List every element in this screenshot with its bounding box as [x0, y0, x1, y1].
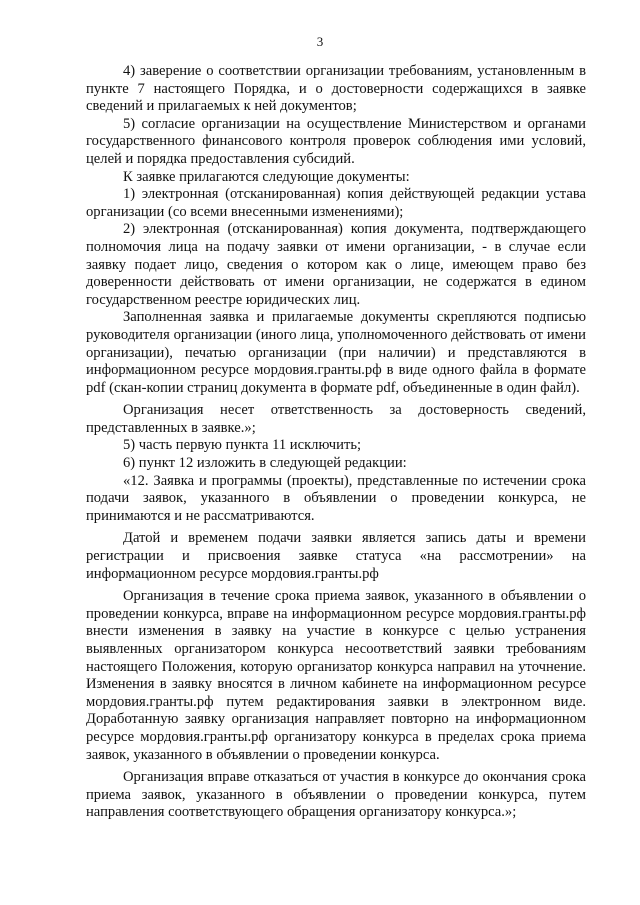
paragraph-item-4-assurance: 4) заверение о соответствии организации требованиям, установленным в пункте 7 настоящего Порядка, и о достоверности содержащихся в заявке сведений и прилагаемых к ней документов;	[86, 63, 586, 115]
paragraph-responsibility: Организация несет ответственность за достоверность сведений, представленных в заявке.»;	[86, 402, 586, 436]
page-number: 3	[316, 34, 324, 49]
paragraph-clause-12: «12. Заявка и программы (проекты), представленные по истечении срока подачи заявок, указанного в объявлении о проведении конкурса, не принимаются и не рассматриваются.	[86, 472, 586, 524]
paragraph-attachments-intro: К заявке прилагаются следующие документы:	[123, 168, 410, 185]
paragraph-withdrawal: Организация вправе отказаться от участия в конкурсе до окончания срока приема заявок, указанного в объявлении о проведении конкурса, путем направления соответствующего обращения организатору конкурса.»;	[86, 769, 586, 821]
document-body	[86, 63, 586, 822]
paragraph-amendment-5: 5) часть первую пункта 11 исключить;	[123, 437, 362, 454]
paragraph-amendment-6: 6) пункт 12 изложить в следующей редакции:	[123, 455, 407, 472]
paragraph-application-changes: Организация в течение срока приема заявок, указанного в объявлении о проведении конкурса, вправе на информационном ресурсе мордовия.гранты.рф внести изменения в заявку на участие в конкурсе с целью устранения выявленных организатором конкурса несоответствий заявки требованиям настоящего Положения, которую организатор конкурса направил на уточнение. Изменения в заявку вносятся в личном кабинете на информационном ресурсе мордовия.гранты.рф путем редактирования заявки в электронном виде. Доработанную заявку организация направляет повторно на информационном ресурсе мордовия.гранты.рф организатору конкурса в пределах срока приема заявок, указанного в объявлении о проведении конкурса.	[86, 588, 586, 763]
paragraph-attachment-2-authority: 2) электронная (отсканированная) копия документа, подтверждающего полномочия лица на подачу заявки от имени организации, - в случае если заявку подает лицо, сведения о котором как о лице, имеющем право без доверенности действовать от имени организации, не содержатся в едином государственном реестре юридических лиц.	[86, 221, 586, 308]
paragraph-item-5-consent: 5) согласие организации на осуществление Министерством и органами государственного финансового контроля проверок соблюдения ими условий, целей и порядка предоставления субсидий.	[86, 115, 586, 167]
paragraph-submission-date: Датой и временем подачи заявки является запись даты и времени регистрации и присвоения заявке статуса «на рассмотрении» на информационном ресурсе мордовия.гранты.рф	[86, 530, 586, 582]
paragraph-signature-requirements: Заполненная заявка и прилагаемые документы скрепляются подписью руководителя организации (иного лица, уполномоченного действовать от имени организации), печатью организации (при наличии) и представляются в информационном ресурсе мордовия.гранты.рф в виде одного файла в формате pdf (скан-копии страниц документа в формате pdf, объединенные в один файл).	[86, 309, 586, 396]
paragraph-attachment-1-charter: 1) электронная (отсканированная) копия действующей редакции устава организации (со всеми внесенными изменениями);	[86, 186, 586, 220]
